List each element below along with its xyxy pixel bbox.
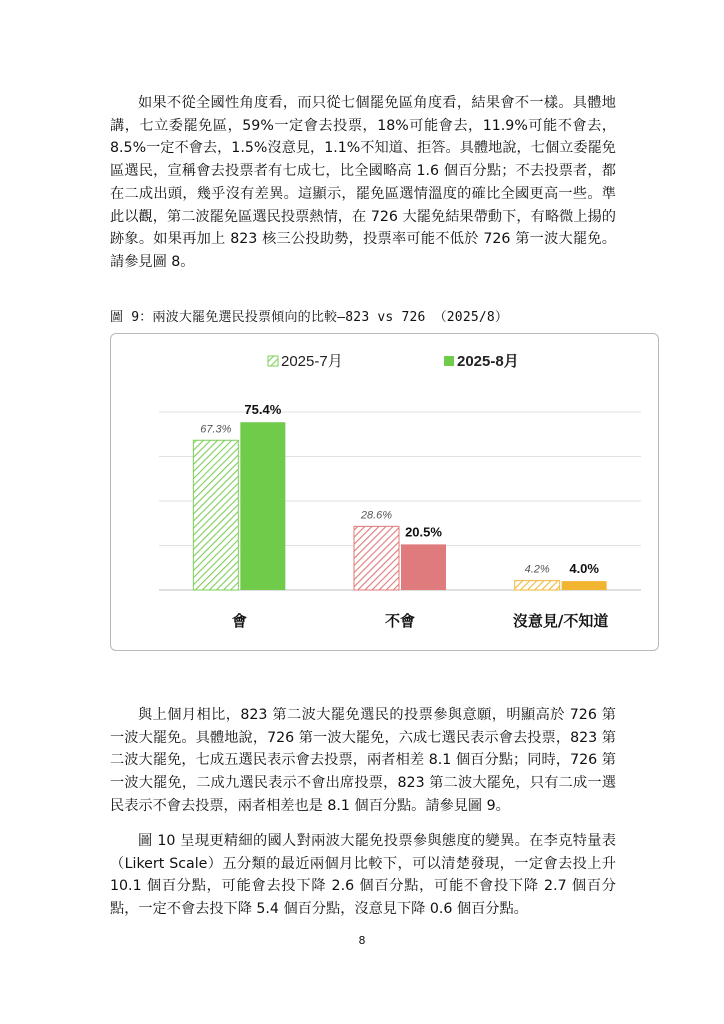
data-label: 4.0%: [569, 561, 599, 577]
axis-layer: [232, 612, 609, 630]
bar-2025-7月-會: [193, 440, 238, 590]
category-label: 沒意見/不知道: [512, 612, 609, 630]
data-label: 20.5%: [405, 524, 442, 540]
data-label: 28.6%: [360, 509, 393, 522]
chart-legend: [268, 353, 519, 370]
bar-chart: [111, 334, 658, 650]
bar-2025-7月-不會: [354, 526, 399, 590]
page-number: 8: [358, 934, 366, 947]
paragraph-1: 如果不從全國性角度看，而只從七個罷免區角度看，結果會不一樣。具體地講，七立委罷免區，59%一定會去投票，18%可能會去，11.9%可能不會去，8.5%一定不會去，1.5%沒意見，1.1%不知道、拒答。具體地說，七個立委罷免區選民，宣稱會去投票者有七成七，比全國略高 1.6 個百分點；不去投票者，都在二成出頭，幾乎沒有差異。這顯示，罷免區選情溫度的確比全國更高一些。準此以觀，第二波罷免區選民投票熱情，在 726 大罷免結果帶動下，有略微上揚的跡象。如果再加上 823 核三公投助勢，投票率可能不低於 726 第一波大罷免。請參見圖 8。: [110, 95, 616, 270]
paragraph-2: 與上個月相比，823 第二波大罷免選民的投票參與意願，明顯高於 726 第一波大罷免。具體地說，726 第一波大罷免，六成七選民表示會去投票，823 第二波大罷免，七成五選民表示會去投票，兩者相差 8.1 個百分點；同時，726 第一波大罷免，二成九選民表示不會出席投票，823 第二波大罷免，只有二成一選民表示不會去投票，兩者相差也是 8.1 個百分點。請參見圖 9。: [110, 707, 616, 814]
category-label: 不會: [384, 612, 416, 630]
data-label: 67.3%: [200, 423, 232, 436]
bar-2025-7月-沒意見/不知道: [515, 581, 560, 590]
legend-swatch: [444, 356, 454, 366]
paragraph-3: 圖 10 呈現更精細的國人對兩波大罷免投票參與態度的變異。在李克特量表（Likert Scale）五分類的最近兩個月比較下，可以清楚發現，一定會去投上升 10.1 個百分點，可能會去投下降 2.6 個百分點，可能不會投下降 2.7 個百分點，一定不會去投下降 5.4 個百分點，沒意見下降 0.6 個百分點。: [110, 833, 616, 918]
chart-frame: [110, 333, 659, 651]
bar-2025-8月-會: [240, 422, 285, 590]
bar-2025-8月-沒意見/不知道: [562, 581, 607, 590]
legend-label: 2025-8月: [457, 353, 519, 370]
data-label: 75.4%: [244, 402, 282, 418]
legend-label: 2025-7月: [281, 353, 343, 370]
legend-swatch: [268, 356, 278, 366]
data-label: 4.2%: [524, 563, 550, 576]
bar-2025-8月-不會: [401, 544, 446, 590]
figure-caption: 圖 9：兩波大罷免選民投票傾向的比較—823 vs 726 （2025/8）: [110, 310, 509, 325]
category-label: 會: [231, 612, 247, 630]
